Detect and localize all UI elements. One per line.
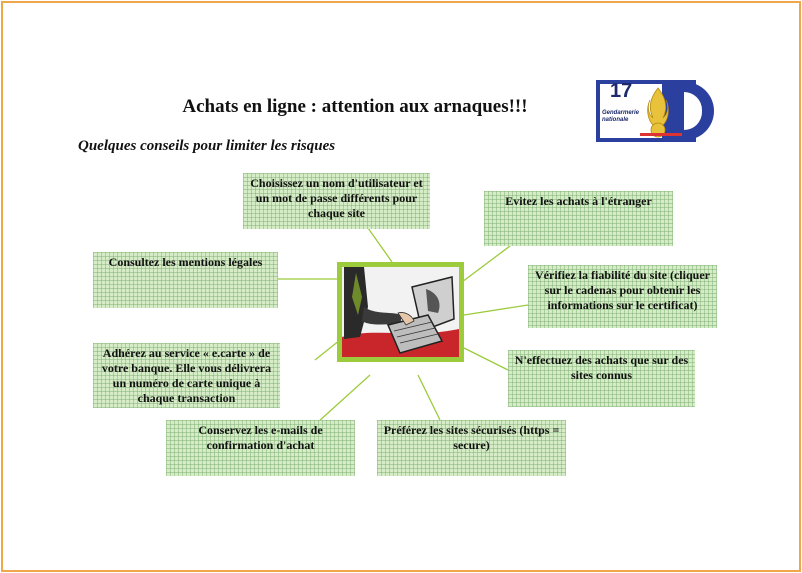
tip-site-reliability: Vérifiez la fiabilité du site (cliquer sur le cadenas pour obtenir les informations sur le certificat): [528, 265, 717, 328]
tip-known-sites: N'effectuez des achats que sur des sites connus: [508, 350, 695, 407]
logo-number: 17: [610, 80, 633, 102]
page-title: Achats en ligne : attention aux arnaques!!!: [182, 96, 528, 117]
tip-legal-mentions: Consultez les mentions légales: [93, 252, 278, 308]
tip-keep-emails: Conservez les e-mails de confirmation d'achat: [166, 420, 355, 476]
tip-credentials: Choisissez un nom d'utilisateur et un mot de passe différents pour chaque site: [243, 173, 430, 229]
laptop-scam-image: [342, 267, 459, 357]
tip-ecarte: Adhérez au service « e.carte » de votre banque. Elle vous délivrera un numéro de carte unique à chaque transaction: [93, 343, 280, 408]
page-subtitle: Quelques conseils pour limiter les risques: [78, 138, 336, 154]
tip-avoid-foreign: Evitez les achats à l'étranger: [484, 191, 673, 246]
logo-org-name: Gendarmerie nationale: [602, 110, 640, 123]
tip-secure-sites: Préférez les sites sécurisés (https = secure): [377, 420, 566, 476]
online-shopping-illustration: [337, 262, 464, 362]
